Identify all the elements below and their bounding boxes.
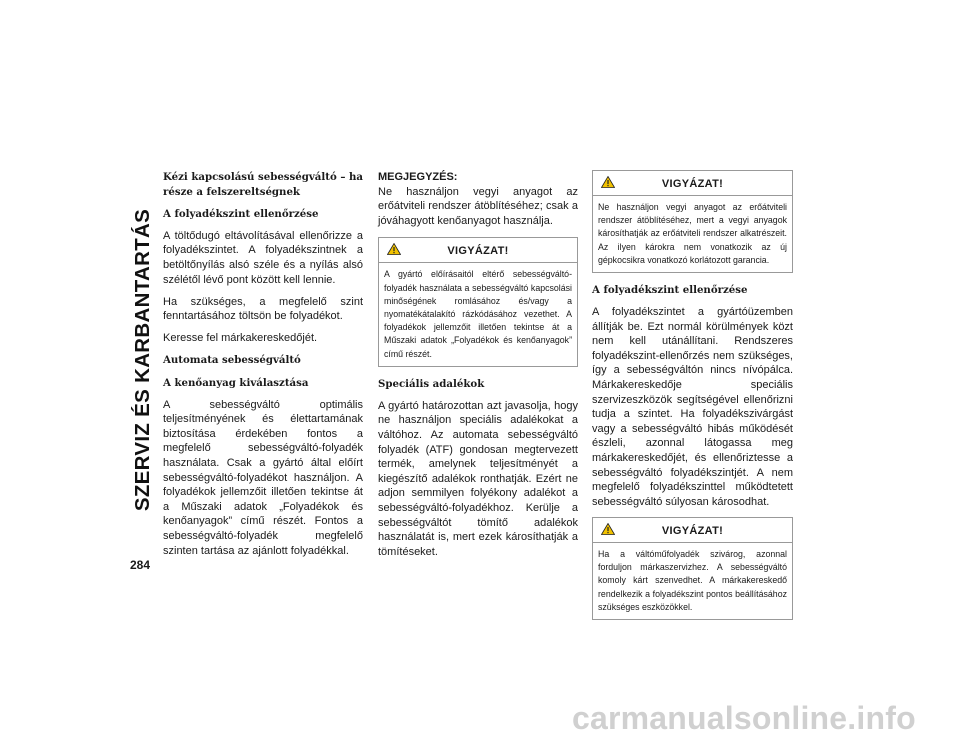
page-number: 284 — [130, 558, 151, 572]
warning-header — [593, 171, 792, 196]
warning-text: Ha a váltóműfolyadék szivárog, azonnal forduljon márkaszervizhez. A sebességváltó komoly kárt szenvedhet. A márkakereskedő rendelkezik a folyadékszint pontos beállításához szükséges eszközökkel. — [598, 548, 787, 612]
paragraph-refill: Ha szükséges, a megfelelő szint fenntartásához töltsön be folyadékot. — [163, 295, 363, 323]
warning-text: A gyártó előírásaitól eltérő sebességváltó-folyadék használata a sebességváltó kapcsolási minőségének romlásához és/vagy a nyomatékátalakító rázkódásához vezethet. A folyadékok jellemzőit illetően tekintse át a Műszaki adatok „Folyadékok és kenőanyagok” című részét. — [384, 269, 572, 359]
warning-title: VIGYÁZAT! — [447, 245, 509, 258]
column-left — [163, 170, 363, 566]
heading-special-additives: Speciális adalékok — [378, 377, 485, 390]
heading-fluid-level-check: A folyadékszint ellenőrzése — [163, 207, 319, 220]
paragraph-lubricant: A sebességváltó optimális teljesítményének és élettartamának biztosítása érdekében fontos a megfelelő sebességváltó-folyadék használata. Csak a gyártó által előírt sebességváltó-folyadékot használjon. A folyadékok jellemzőit illetően tekintse át a Műszaki adatok „Folyadékok és kenőanyagok” című részét. Fontos a sebességváltó-folyadék megfelelő szinten tartása az ajánlott folyadékkal. — [163, 398, 363, 557]
paragraph-fluid-check: A töltődugó eltávolításával ellenőrizze a folyadékszintet. A folyadékszintnek a betöltőnyílás alsó széle és a nyílás alsó szélétől lévő pont között kell lennie. — [163, 229, 363, 286]
heading-fluid-level: A folyadékszint ellenőrzése — [592, 284, 748, 297]
warning-box — [592, 517, 793, 620]
watermark: carmanualsonline.info — [572, 700, 916, 736]
warning-header — [593, 518, 792, 543]
warning-text: Ne használjon vegyi anyagot az erőátviteli rendszer átöblítéséhez, mert a vegyi anyagok károsíthatják az erőátviteli rendszer alkatrészeit. Az ilyen károkra nem vonatkozik az új gépkocsikra vonatkozó korlátozott garancia. — [598, 202, 787, 265]
warning-title: VIGYÁZAT! — [661, 524, 724, 537]
heading-manual-transmission: Kézi kapcsolású sebességváltó – ha része a felszereltségnek — [163, 171, 363, 198]
warning-box — [378, 237, 578, 366]
section-side-title: SZERVIZ ÉS KARBANTARTÁS — [131, 208, 154, 512]
note-block — [378, 170, 578, 228]
warning-header — [379, 238, 577, 263]
heading-automatic-transmission: Automata sebességváltó — [163, 354, 301, 367]
column-middle — [378, 170, 578, 567]
paragraph-fluid-level: A folyadékszintet a gyártóüzemben állítják be. Ezt normál körülmények közt nem kell utánállítani. Rendszeres folyadékszint-ellenőrzés nem szükséges, így a sebességváltón nincs nívópálca. Márkakereskedője speciális szervizeszközök segítségével ellenőrizni tudja a szintet. Ha folyadékszivárgást vagy a sebességváltó hibás működését észleli, azonnal látogassa meg márkakereskedőjét, és ellenőriztesse a sebességváltó folyadékszintjét. A nem megfelelő folyadékszinttel működtetett sebességváltó súlyosan károsodhat. — [592, 306, 793, 508]
paragraph-additives: A gyártó határozottan azt javasolja, hogy ne használjon speciális adalékokat a váltóhoz. Az automata sebességváltó folyadék (ATF) gondosan megtervezett termék, amelynek teljesítményét a kiegészítő adalékok ronthatják. Ezért ne adjon semmilyen folyékony adalékot a sebességváltó-folyadékhoz. Kerülje a sebességváltót tömítő adalékok használatát is, mert ezek károsíthatják a tömítéseket. — [378, 399, 578, 558]
note-text: Ne használjon vegyi anyagot az erőátviteli rendszer átöblítéséhez; csak a jóváhagyott kenőanyagot használja. — [378, 185, 578, 227]
heading-lubricant-selection: A kenőanyag kiválasztása — [163, 376, 309, 389]
column-right — [592, 170, 793, 629]
paragraph-dealer: Keresse fel márkakereskedőjét. — [163, 332, 318, 345]
warning-title: VIGYÁZAT! — [661, 178, 724, 190]
warning-box — [592, 170, 793, 273]
note-label: MEGJEGYZÉS: — [378, 171, 458, 183]
